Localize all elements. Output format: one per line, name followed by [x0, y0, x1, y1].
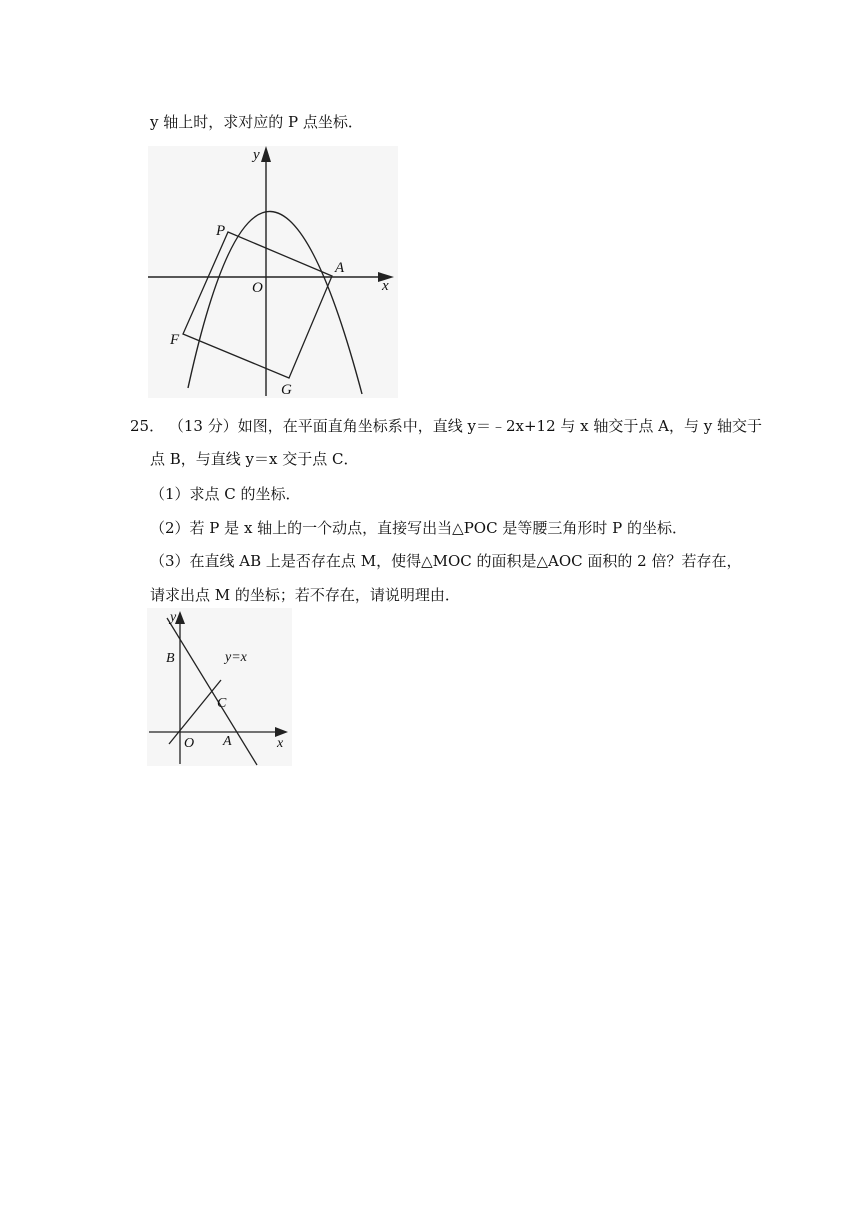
question-24-tail: y 轴上时，求对应的 P 点坐标．	[150, 113, 363, 131]
label-P: P	[216, 223, 226, 239]
label-y: y	[253, 147, 260, 163]
question-25-part-2: （2）若 P 是 x 轴上的一个动点，直接写出当△POC 是等腰三角形时 P 的坐标．	[150, 519, 687, 537]
label-y: y	[170, 610, 177, 625]
label-A: A	[223, 734, 232, 749]
label-A: A	[335, 260, 345, 276]
label-C: C	[217, 696, 227, 711]
label-y-equals-x: y=x	[225, 650, 247, 665]
label-x: x	[277, 736, 284, 751]
label-B: B	[166, 651, 175, 666]
question-25-part-3-line-2: 请求出点 M 的坐标；若不存在，请说明理由．	[150, 586, 460, 604]
label-O: O	[252, 280, 263, 296]
figure-lines	[147, 608, 292, 766]
label-F: F	[170, 332, 180, 348]
figure-parabola-square	[148, 146, 398, 398]
label-O: O	[184, 736, 195, 751]
question-25-part-1: （1）求点 C 的坐标．	[150, 485, 301, 503]
question-25-line-2: 点 B，与直线 y＝x 交于点 C．	[150, 450, 359, 468]
question-25-part-3-line-1: （3）在直线 AB 上是否存在点 M，使得△MOC 的面积是△AOC 面积的 2 倍？若存在，	[150, 552, 742, 570]
question-25-line-1: 25． （13 分）如图，在平面直角坐标系中，直线 y＝﹣2x+12 与 x 轴交于点 A，与 y 轴交于	[130, 417, 762, 435]
label-x: x	[382, 278, 389, 294]
label-G: G	[281, 382, 292, 398]
